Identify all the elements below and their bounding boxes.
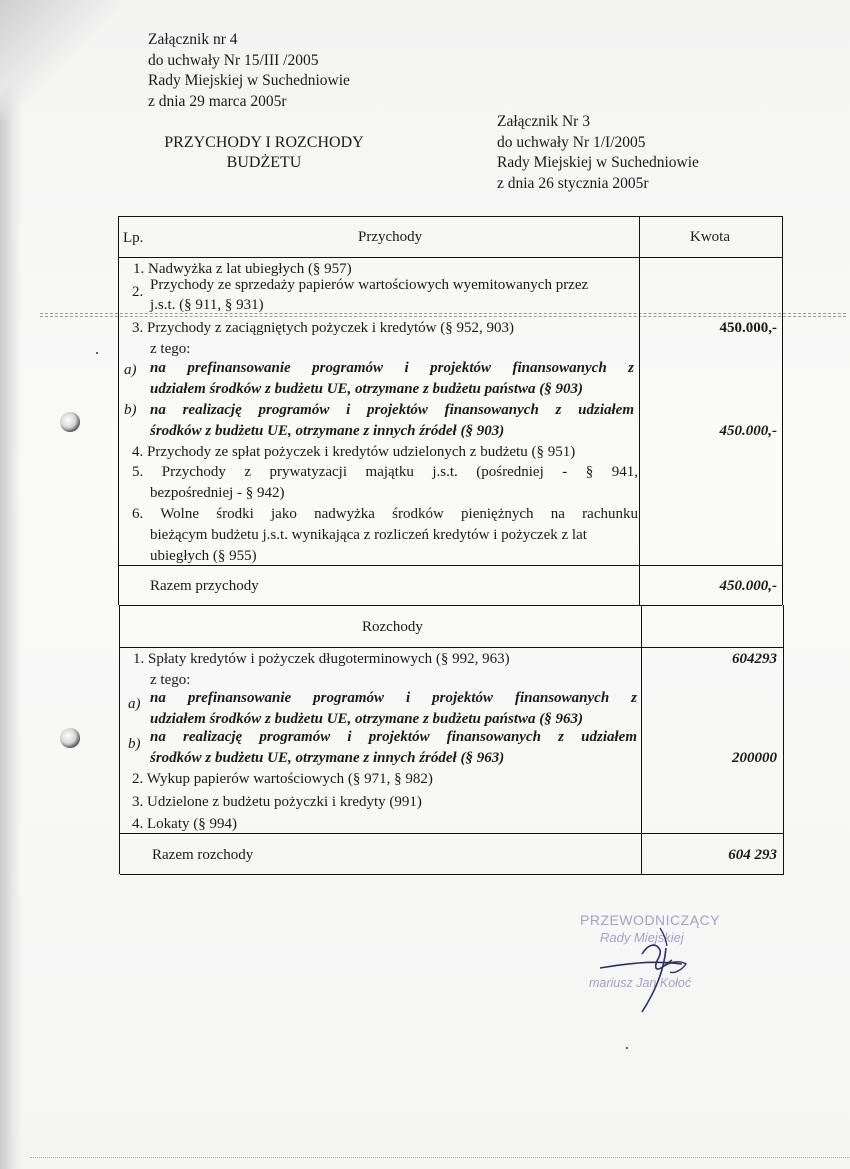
expense-item-a-line-1: na prefinansowanie programów i projektów finansowanych z (150, 690, 637, 706)
resolution-date: z dnia 29 marca 2005r (148, 92, 287, 110)
expense-item-a-label: a) (128, 696, 141, 712)
document-title (150, 133, 378, 173)
table-border-right (783, 605, 784, 874)
handwritten-signature (590, 920, 710, 1020)
stamp-title: PRZEWODNICZĄCY (580, 912, 720, 928)
stamp-name: mariusz Jan Kołoć (589, 976, 692, 990)
income-row-5-line-2: bezpośredniej - § 942) (150, 485, 285, 501)
income-row-3: 3. Przychody z zaciągniętych pożyczek i kredytów (§ 952, 903) (132, 320, 514, 336)
expense-item-b-line-2: środków z budżetu UE, otrzymane z innych źródeł (§ 963) (150, 750, 505, 766)
income-item-b-line-1: na realizację programów i projektów finansowanych z udziałem (150, 402, 634, 418)
amount-column-divider (639, 216, 640, 605)
title-line-1: PRZYCHODY I ROZCHODY (164, 134, 364, 151)
council-name: Rady Miejskiej w Suchedniowie (148, 72, 350, 89)
income-row-3-amount: 450.000,- (719, 320, 777, 336)
expense-item-b-line-1: na realizację programów i projektów finansowanych z udziałem (150, 729, 637, 745)
attachment-header-left (148, 30, 350, 112)
amount-column-divider (641, 605, 642, 874)
expense-total-label: Razem rozchody (152, 847, 254, 863)
expense-row-1: 1. Spłaty kredytów i pożyczek długoterminowych (§ 992, 963) (133, 651, 510, 667)
column-header-amount: Kwota (690, 229, 730, 245)
income-total-amount: 450.000,- (719, 578, 777, 594)
page-bottom-edge (30, 1157, 850, 1158)
expense-section-header: Rozchody (362, 619, 423, 635)
punch-hole-top (60, 412, 80, 432)
table-border-left (118, 216, 119, 605)
table-rule (119, 605, 782, 606)
table-border-top (118, 216, 782, 217)
income-row-1: 1. Nadwyżka z lat ubiegłych (§ 957) (133, 261, 352, 277)
expense-row-2: 2. Wykup papierów wartościowych (§ 971, § 982) (132, 771, 433, 787)
income-item-a-label: a) (124, 362, 137, 378)
expense-row-1-amount: 604293 (732, 651, 777, 667)
income-row-6-line-2: bieżącym budżetu j.s.t. wynikająca z rozliczeń kredytów i pożyczek z lat (150, 527, 587, 543)
income-item-b-label: b) (124, 402, 137, 418)
scan-speck (96, 352, 98, 354)
scan-left-edge (0, 0, 22, 1169)
expense-item-b-label: b) (128, 736, 141, 752)
expense-row-4: 4. Lokaty (§ 994) (132, 816, 237, 832)
expense-row-3: 3. Udzielone z budżetu pożyczki i kredyty (991) (132, 794, 422, 810)
table-border-right (782, 216, 783, 605)
stamp-council: Rady Miejskiej (600, 930, 684, 945)
attachment-number: Załącznik Nr 3 (497, 113, 590, 130)
income-row-6-line-3: ubiegłych (§ 955) (150, 548, 257, 564)
expense-total-amount: 604 293 (728, 847, 777, 863)
income-row-2-line-1: Przychody ze sprzedaży papierów wartościowych wyemitowanych przez (150, 277, 589, 293)
expense-row-1-breakdown-label: z tego: (150, 672, 191, 688)
resolution-number: do uchwały Nr 15/III /2005 (148, 51, 319, 69)
income-row-2-number: 2. (132, 284, 144, 300)
council-name: Rady Miejskiej w Suchedniowie (497, 154, 699, 171)
table-rule (119, 647, 783, 648)
income-item-b-amount: 450.000,- (719, 423, 777, 439)
table-border-left (119, 605, 120, 874)
column-header-lp: Lp. (123, 230, 144, 246)
income-row-4: 4. Przychody ze spłat pożyczek i kredytów udzielonych z budżetu (§ 951) (132, 444, 576, 460)
folded-corner (0, 0, 120, 120)
expense-item-a-line-2: udziałem środków z budżetu UE, otrzymane z budżetu państwa (§ 963) (150, 711, 583, 727)
income-item-a-line-2: udziałem środków z budżetu UE, otrzymane z budżetu państwa (§ 903) (150, 381, 583, 397)
expense-item-b-amount: 200000 (732, 750, 777, 766)
income-row-2-line-2: j.s.t. (§ 911, § 931) (150, 297, 264, 313)
attachment-header-right (497, 112, 699, 194)
column-header-income: Przychody (358, 229, 423, 245)
scan-fold-line-2 (40, 316, 846, 317)
resolution-number: do uchwały Nr 1/I/2005 (497, 133, 646, 151)
income-item-b-line-2: środków z budżetu UE, otrzymane z innych źródeł (§ 903) (150, 423, 505, 439)
income-total-label: Razem przychody (150, 578, 259, 594)
title-line-2: BUDŻETU (226, 154, 302, 171)
income-item-a-line-1: na prefinansowanie programów i projektów finansowanych z (150, 360, 634, 376)
table-border-bottom (120, 874, 784, 875)
resolution-date: z dnia 26 stycznia 2005r (497, 174, 649, 192)
income-row-6-line-1: 6. Wolne środki jako nadwyżka środków pieniężnych na rachunku (132, 506, 638, 522)
punch-hole-bottom (60, 728, 80, 748)
attachment-number: Załącznik nr 4 (148, 31, 238, 48)
income-row-5-line-1: 5. Przychody z prywatyzacji majątku j.s.t. (pośredniej - § 941, (132, 464, 638, 480)
income-row-3-breakdown-label: z tego: (150, 341, 191, 357)
scan-speck (626, 1047, 628, 1049)
table-rule (118, 257, 782, 258)
